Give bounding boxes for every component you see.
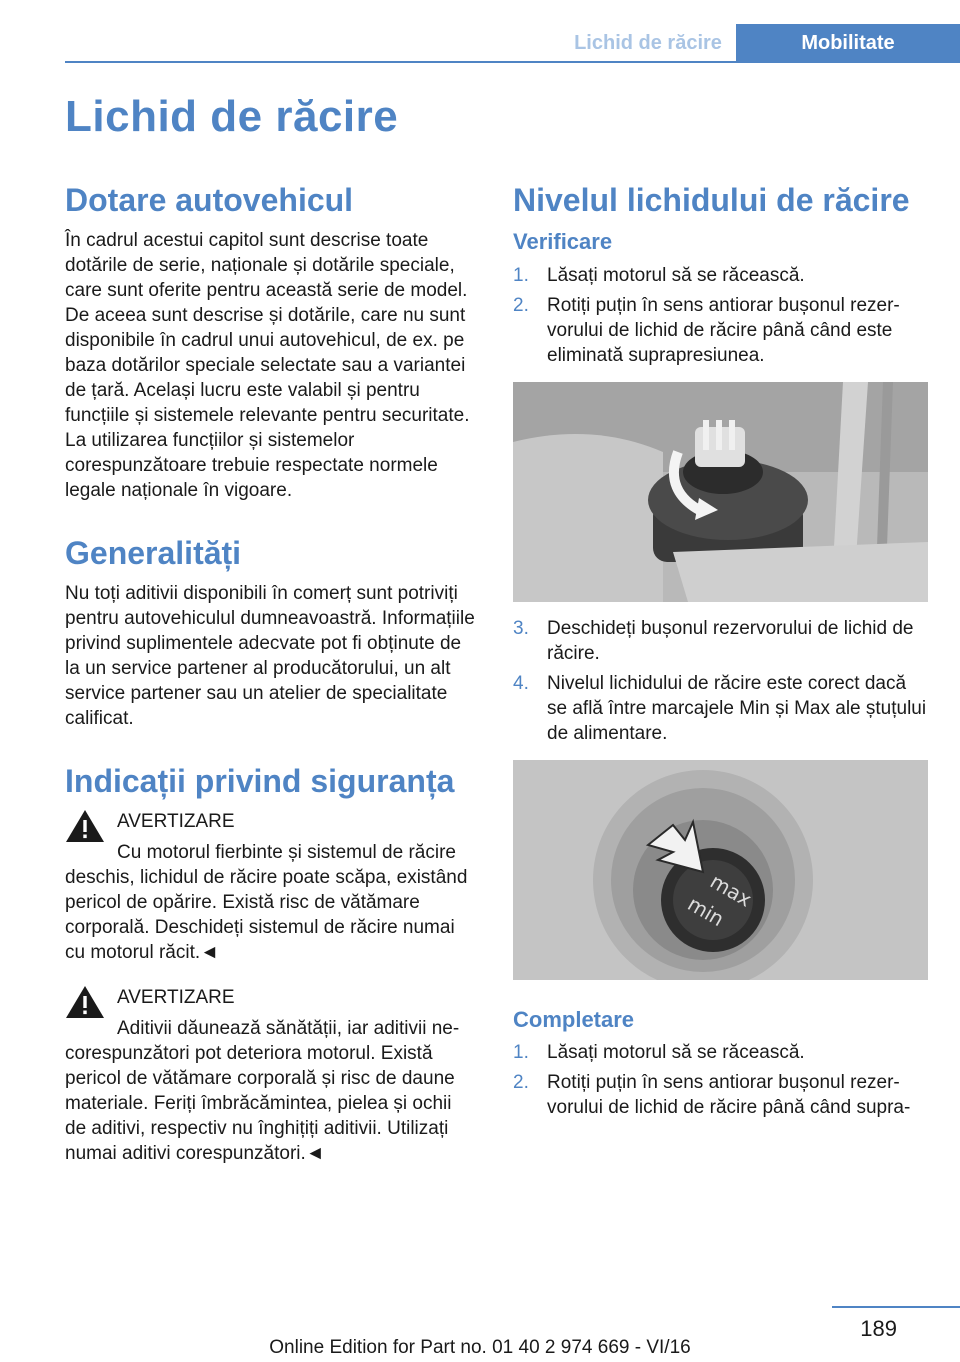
- header-chapter-tab[interactable]: Mobilitate: [736, 24, 960, 62]
- check-steps-b: [513, 616, 928, 746]
- warning-block-1: [65, 809, 477, 965]
- filler-neck-photo: [513, 760, 928, 980]
- section-safety-title: Indicații privind siguranța: [65, 763, 455, 799]
- svg-text:min: min: [683, 891, 729, 931]
- list-item: 2. Rotiți puțin în sens antiorar bușonul rezervorului de lichid de răcire până când supra-: [513, 1072, 911, 1119]
- warning-1-heading: AVERTIZARE: [117, 811, 235, 832]
- page-number: 189: [860, 1316, 897, 1341]
- svg-text:max: max: [706, 868, 756, 912]
- fill-steps: [513, 1040, 928, 1120]
- warning-block-2: [65, 985, 477, 1166]
- section-safety: [65, 761, 477, 1166]
- check-subtitle: Verificare: [513, 229, 613, 254]
- list-item: 1. Lăsați motorul să se răcească.: [513, 1042, 805, 1064]
- warning-triangle-icon: [65, 985, 105, 1019]
- section-general: [65, 533, 477, 731]
- fill-subtitle: Completare: [513, 1006, 635, 1032]
- section-general-text: Nu toți aditivii disponibili în comerț sunt potriviți pentru autovehiculul dumneavoastră. Informațiile privind suplimentele adecvate pot fi obținute de la un service partener al producătorului, un alt service partener sau un atelier de specialitate calificat.: [65, 583, 475, 729]
- coolant-cap-photo: [513, 382, 928, 602]
- section-general-title: Generalități: [65, 535, 242, 571]
- warning-2-text: Aditivii dăunează sănătății, iar aditivii necorespunzători pot deteriora motorul. Există pericol de vătămare corporală și risc de daune materiale. Feriți îmbrăcămintea, pielea și ochii de aditivi, respectiv nu înghițiți aditivii. Utilizați numai aditivi corespunzători.◄: [65, 1018, 460, 1164]
- section-equipment-text: În cadrul acestui capitol sunt descrise toate dotările de serie, naționale și dotările speciale, care sunt oferite pentru această serie de model. De aceea sunt descrise și dotările, care nu sunt disponibile în cadrul unui autovehicul, de ex. pe baza dotărilor speciale selectate sau a variantei de țară. Același lucru este valabil și pentru funcțiile și sistemele relevante pentru securitate. La utilizarea funcțiilor și sistemelor corespunzătoare trebuie respectate normele legale naționale în vigoare.: [65, 230, 470, 501]
- list-item: 4. Nivelul lichidului de răcire este corect dacă se află între marcajele Min și Max ale ștuțului de alimentare.: [513, 672, 927, 744]
- page-title: Lichid de răcire: [65, 92, 399, 141]
- list-item: 3. Deschideți bușonul rezervorului de lichid de răcire.: [513, 617, 914, 664]
- page-number-rule: [832, 1306, 960, 1308]
- coolant-level-title: Nivelul lichidului de răcire: [513, 182, 910, 218]
- section-equipment: [65, 180, 477, 503]
- left-column: [65, 180, 477, 1186]
- section-equipment-title: Dotare autovehicul: [65, 182, 354, 218]
- header-section-tab[interactable]: Lichid de răcire: [574, 31, 722, 54]
- list-item: 1. Lăsați motorul să se răcească.: [513, 264, 805, 286]
- list-item: 2. Rotiți puțin în sens antiorar bușonul rezervorului de lichid de răcire până când este eliminată suprapresiunea.: [513, 294, 900, 366]
- warning-triangle-icon: [65, 809, 105, 843]
- right-column: [513, 180, 928, 1134]
- footer-edition: Online Edition for Part no. 01 40 2 974 669 - VI/16: [269, 1337, 691, 1358]
- check-steps-a: [513, 263, 928, 368]
- warning-1-text: Cu motorul fierbinte și sistemul de răcire deschis, lichidul de răcire poate scăpa, existând pericol de opărire. Există risc de vătămare corporală. Deschideți sistemul de răcire numai cu motorul răcit.◄: [65, 842, 468, 963]
- warning-2-heading: AVERTIZARE: [117, 987, 235, 1008]
